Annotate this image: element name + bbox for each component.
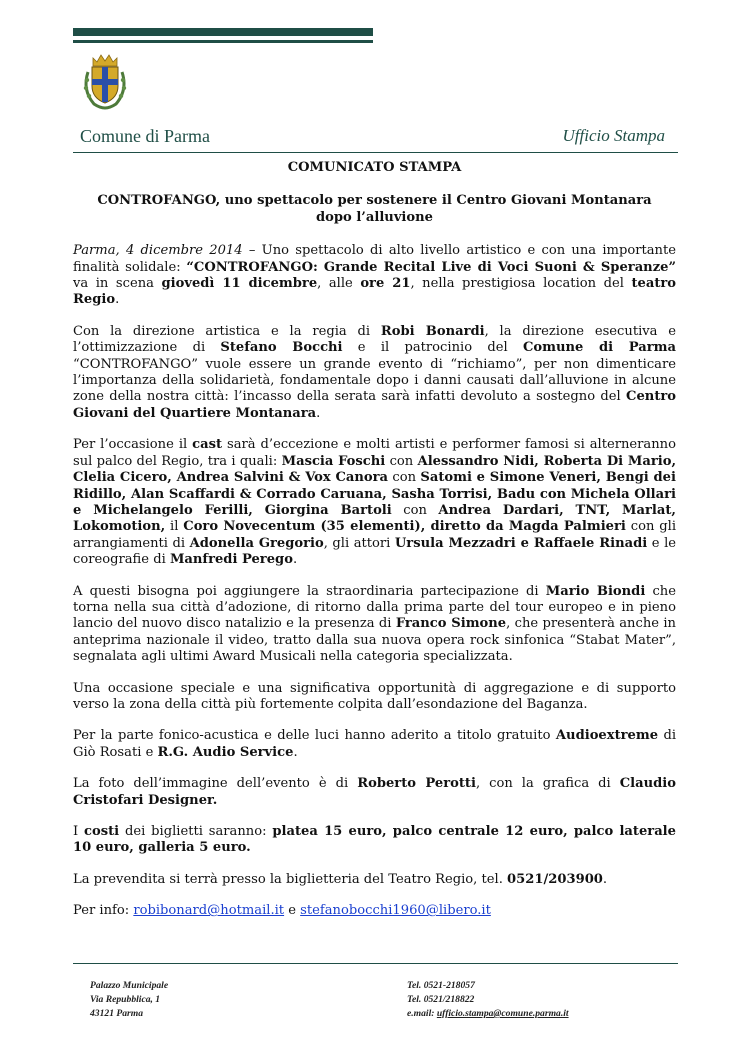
text-run: e le coreografie di xyxy=(73,535,676,568)
text-run: di Giò Rosati e xyxy=(73,728,677,760)
bold-text: cast xyxy=(192,437,223,453)
footer-contacts xyxy=(407,979,569,1021)
text-run: “CONTROFANGO” vuole essere un grande evento di “richiamo”, per non dimenticare l’importanza della solidarietà, fondamentale dopo i danni causati dall’alluvione in alcune zone della nostra città: l’incasso della serata sarà infatti devoluto a sostegno del xyxy=(73,356,676,405)
body-paragraph xyxy=(73,584,676,666)
bold-text: giovedì 11 dicembre xyxy=(161,276,318,292)
bold-text: costi xyxy=(84,824,120,839)
text-run: . xyxy=(316,405,321,421)
footer-email-line xyxy=(407,1007,569,1021)
text-run: . xyxy=(292,552,298,568)
text-run: I xyxy=(73,824,85,839)
body-paragraph xyxy=(73,872,676,888)
body-paragraph xyxy=(73,824,676,857)
body-paragraph xyxy=(73,903,676,919)
bold-text: teatro Regio xyxy=(73,276,676,308)
email-link[interactable]: stefanobocchi1960@libero.it xyxy=(300,903,491,919)
footer-address-line: 43121 Parma xyxy=(90,1008,144,1019)
bold-text: Mario Biondi xyxy=(545,583,646,599)
text-run: , nella prestigiosa location del xyxy=(410,276,632,292)
header-divider xyxy=(73,152,678,153)
body-paragraph xyxy=(73,437,676,568)
footer-email-link[interactable]: ufficio.stampa@comune.parma.it xyxy=(436,1008,569,1019)
body-paragraph xyxy=(73,681,676,714)
text-run: che torna nella sua città d’adozione, di ritorno dalla prima parte del tour europeo e in pieno lancio del nuovo disco natalizio e la presenza di xyxy=(73,583,676,632)
footer-address xyxy=(90,979,168,1021)
bold-text: Adonella Gregorio xyxy=(189,535,324,551)
bold-text: ore 21 xyxy=(360,276,411,292)
body-paragraph xyxy=(73,324,676,422)
bold-text: Centro Giovani del Quartiere Montanara xyxy=(73,389,676,421)
text-run: con xyxy=(391,502,439,518)
text-run: . xyxy=(115,292,120,308)
footer-address-line: Palazzo Municipale xyxy=(90,980,169,991)
text-run: il xyxy=(165,519,184,535)
bold-text: Comune di Parma xyxy=(522,340,676,356)
bold-text: Audioextreme xyxy=(555,728,659,744)
body-paragraph xyxy=(73,728,676,761)
text-run: , alle xyxy=(317,276,361,292)
document-subtitle: CONTROFANGO, uno spettacolo per sostenere il Centro Giovani Montanara dopo l’alluvione xyxy=(97,193,652,225)
text-run: e xyxy=(284,903,301,919)
footer-phone: Tel. 0521-218057 xyxy=(407,980,475,991)
parma-coat-of-arms-icon xyxy=(80,52,130,110)
text-run: Per l’occasione il xyxy=(73,437,193,453)
text-run: , la direzione esecutiva e l’ottimizzazione di xyxy=(73,323,677,356)
bold-text: Coro Novecentum (35 elementi), diretto da Magda Palmieri xyxy=(183,519,626,535)
text-run: con xyxy=(385,453,418,469)
body-paragraph xyxy=(73,243,676,309)
text-run: con gli arrangiamenti di xyxy=(73,519,677,551)
bold-text: Robi Bonardi xyxy=(380,323,485,339)
text-run: La prevendita si terrà presso la biglietteria del Teatro Regio, tel. xyxy=(73,871,508,887)
bold-text: “CONTROFANGO: Grande Recital Live di Voci Suoni & Speranze” xyxy=(186,259,676,275)
email-link[interactable]: robibonard@hotmail.it xyxy=(133,903,285,919)
header-rule-thick xyxy=(73,28,373,36)
text-run: A questi bisogna poi aggiungere la straordinaria partecipazione di xyxy=(73,583,546,599)
text-run: Una occasione speciale e una significativa opportunità di aggregazione e di supporto verso la zona della città più fortemente colpita dall’esondazione del Baganza. xyxy=(73,680,676,712)
document-title: COMUNICATO STAMPA xyxy=(287,160,462,175)
footer-address-line: Via Repubblica, 1 xyxy=(90,994,161,1005)
text-run: sarà d’eccezione e molti artisti e performer famosi si alterneranno sul palco del Regio, tra i quali: xyxy=(73,437,676,469)
header-rule-thin xyxy=(73,40,373,43)
bold-text: Andrea Dardari, TNT, Marlat, Lokomotion, xyxy=(73,502,676,535)
bold-text: Satomi e Simone Veneri, Bengi dei Ridillo, Alan Scaffardi & Corrado Caruana, Sasha Torrisi, Badu con Michela Ollari e Michelangelo Ferilli, Giorgina Bartoli xyxy=(73,470,676,518)
text-run: Con la direzione artistica e la regia di xyxy=(73,323,381,339)
press-release-body xyxy=(73,160,676,920)
bold-text: Mascia Foschi xyxy=(281,453,386,469)
bold-text: Claudio Cristofari Designer. xyxy=(73,776,676,808)
bold-text: Roberto Perotti xyxy=(357,776,476,792)
body-paragraph xyxy=(73,776,676,809)
text-run: con xyxy=(388,470,421,486)
bold-text: Alessandro Nidi, Roberta Di Mario, Clelia Cicero, Andrea Salvini & Vox Canora xyxy=(73,453,677,486)
text-run: La foto dell’immagine dell’evento è di xyxy=(73,776,358,792)
bold-text: Franco Simone xyxy=(395,616,507,632)
bold-text: R.G. Audio Service xyxy=(157,744,294,760)
bold-text: Ursula Mezzadri e Raffaele Rinadi xyxy=(394,535,648,551)
text-run: dei biglietti saranno: xyxy=(119,824,273,839)
text-run: , con la grafica di xyxy=(475,776,620,792)
bold-text: platea 15 euro, palco centrale 12 euro, palco laterale 10 euro, galleria 5 euro. xyxy=(73,824,676,856)
bold-text: 0521/203900 xyxy=(507,871,603,887)
text-run: Per info: xyxy=(73,903,134,919)
text-run: , che presenterà anche in anteprima nazionale il video, tratto dalla sua nuova opera rock sinfonica “Stabat Mater”, segnalata agli ultimi Award Musicali nella categoria specializzata. xyxy=(73,616,676,665)
text-run: e il patrocinio del xyxy=(342,340,523,356)
bold-text: Manfredi Perego xyxy=(169,552,293,568)
text-run: . xyxy=(293,744,298,760)
text-run: , gli attori xyxy=(323,535,395,551)
footer-phone: Tel. 0521/218822 xyxy=(407,994,475,1005)
text-run: – Uno spettacolo di alto livello artistico e con una importante finalità solidale: xyxy=(73,243,676,275)
text-run: Per la parte fonico-acustica e delle luci hanno aderito a titolo gratuito xyxy=(73,728,556,744)
paragraphs xyxy=(73,243,676,919)
footer-divider xyxy=(73,963,678,964)
footer-email-label: e.mail: xyxy=(407,1008,437,1019)
bold-text: Stefano Bocchi xyxy=(220,340,343,356)
ufficio-stampa-heading: Ufficio Stampa xyxy=(562,126,665,145)
text-run: . xyxy=(602,871,608,887)
italic-text: Parma, 4 dicembre 2014 xyxy=(73,243,243,259)
comune-di-parma-heading: Comune di Parma xyxy=(80,126,210,146)
text-run: va in scena xyxy=(73,276,162,292)
